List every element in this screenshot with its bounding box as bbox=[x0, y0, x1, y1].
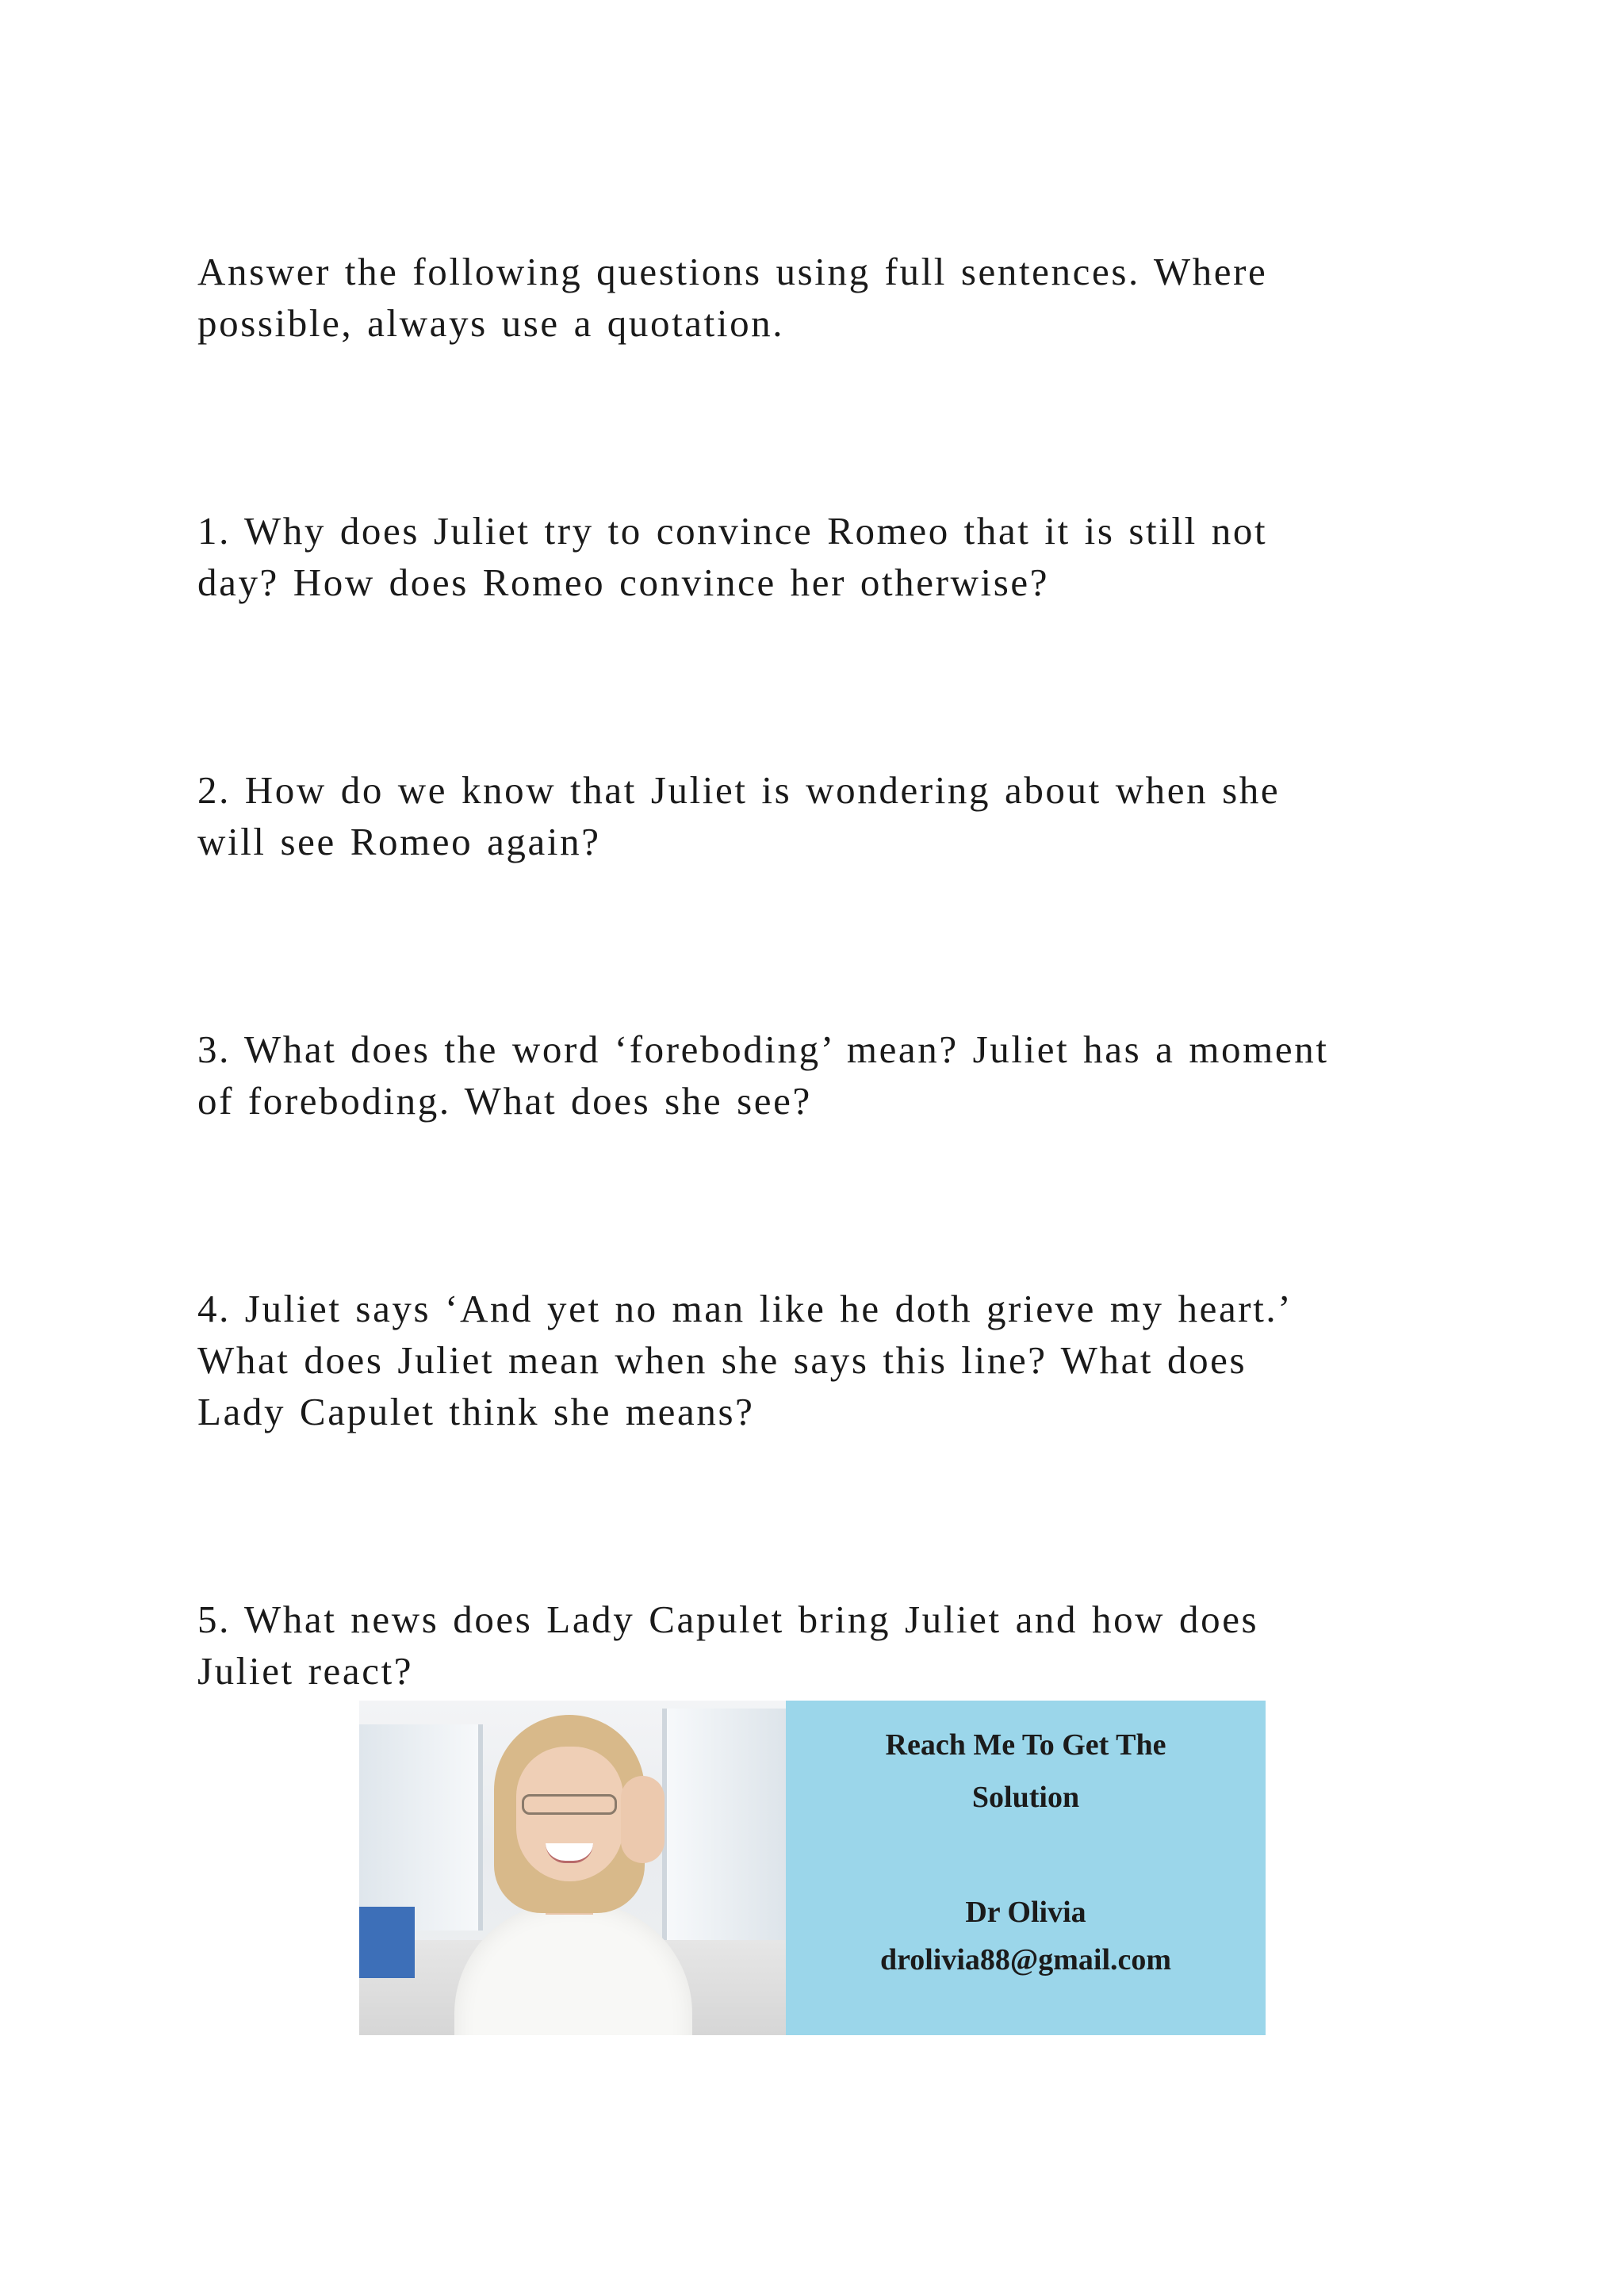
contact-name: Dr Olivia bbox=[965, 1896, 1086, 1929]
blue-object bbox=[359, 1907, 415, 1978]
question-5: 5. What news does Lady Capulet bring Juliet and how does Juliet react? bbox=[197, 1598, 1259, 1693]
woman-photo bbox=[359, 1701, 786, 2035]
question-1: 1. Why does Juliet try to convince Romeo that it is still not day? How does Romeo convince her otherwise? bbox=[197, 509, 1268, 604]
contact-info-panel bbox=[786, 1701, 1266, 2035]
cta-line-1: Reach Me To Get The bbox=[885, 1728, 1166, 1762]
contact-banner bbox=[359, 1701, 1266, 2035]
window-left bbox=[359, 1724, 483, 1931]
white-shirt bbox=[454, 1903, 692, 2035]
contact-email: drolivia88@gmail.com bbox=[879, 1943, 1172, 1976]
question-2: 2. How do we know that Juliet is wondering about when she will see Romeo again? bbox=[197, 768, 1281, 863]
window-right bbox=[662, 1709, 786, 1970]
question-4: 4. Juliet says ‘And yet no man like he doth grieve my heart.’ What does Juliet mean when she says this line? What does Lady Capulet think she means? bbox=[197, 1287, 1293, 1433]
glasses-icon bbox=[522, 1794, 617, 1815]
cta-line-2: Solution bbox=[971, 1781, 1080, 1814]
question-3: 3. What does the word ‘foreboding’ mean? Juliet has a moment of foreboding. What does she see? bbox=[197, 1027, 1329, 1123]
hand bbox=[621, 1776, 665, 1863]
instructions-text: Answer the following questions using full sentences. Where possible, always use a quotation. bbox=[197, 250, 1268, 345]
